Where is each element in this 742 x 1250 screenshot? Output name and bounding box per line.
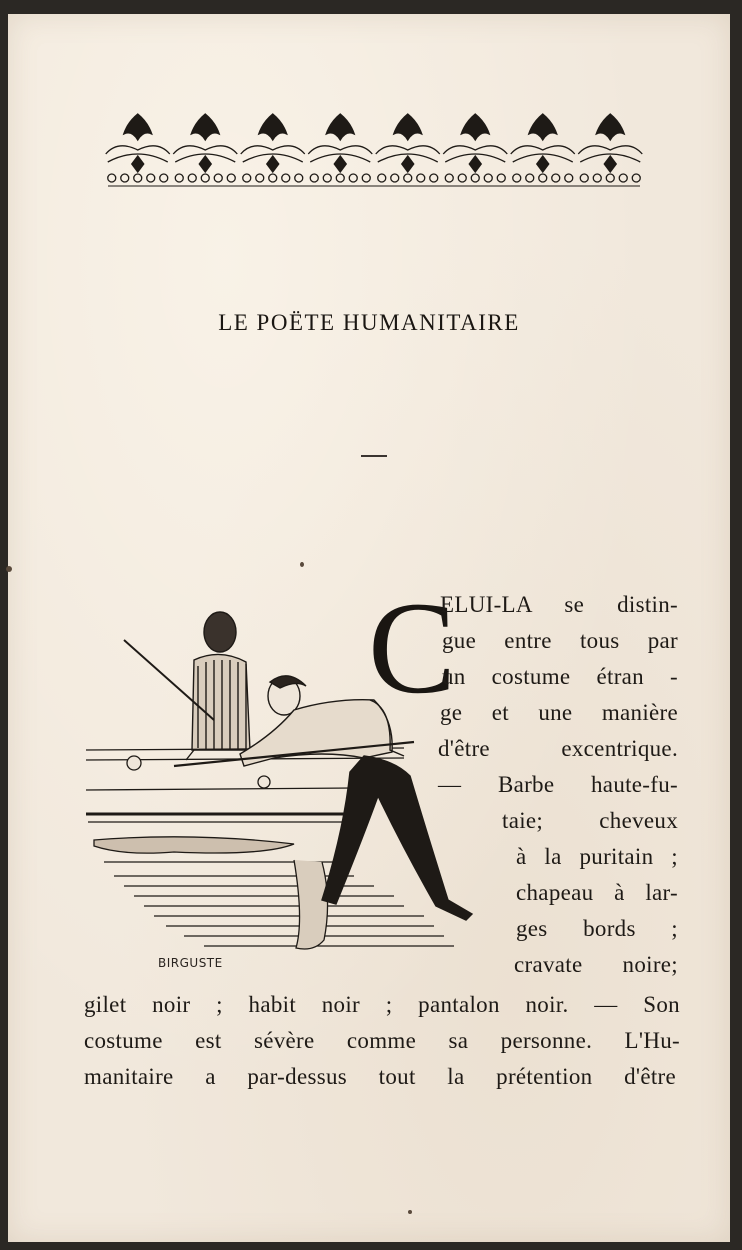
paper-speck [408, 1210, 412, 1214]
ornament-motif [578, 114, 642, 182]
body-line: à la puritain ; [516, 844, 678, 869]
ornament-motif [308, 114, 372, 182]
paper-speck [300, 562, 304, 567]
body-line: d'être excentrique. [438, 736, 678, 761]
drop-cap-letter: C [368, 574, 457, 721]
body-line: ge et une manière [440, 700, 678, 725]
ornament-motif [241, 114, 305, 182]
body-line: un costume étran - [442, 664, 678, 689]
body-line: manitaire a par-dessus tout la prétention d'être [84, 1064, 676, 1089]
body-line: chapeau à lar- [516, 880, 678, 905]
ornament-motif [376, 114, 440, 182]
body-line: taie; cheveux [502, 808, 678, 833]
chapter-title: LE POËTE HUMANITAIRE [218, 310, 520, 335]
body-line: costume est sévère comme sa personne. L'Hu- [84, 1028, 680, 1053]
body-line: ELUI-LA se distin- [440, 592, 678, 617]
ornament-motif [511, 114, 575, 182]
book-page [8, 14, 730, 1242]
illustrator-signature: BIRGUSTE [158, 956, 223, 970]
body-line: gilet noir ; habit noir ; pantalon noir. — Son [84, 992, 680, 1017]
body-line: ges bords ; [516, 916, 678, 941]
ornament-motif [173, 114, 237, 182]
body-line: cravate noire; [514, 952, 678, 977]
ornament-motif [443, 114, 507, 182]
paper-speck [6, 566, 12, 572]
ornament-motif [106, 114, 170, 182]
body-line: — Barbe haute-fu- [438, 772, 678, 797]
body-line: gue entre tous par [442, 628, 678, 653]
ornamental-header-band [104, 110, 644, 190]
title-rule [361, 455, 387, 457]
